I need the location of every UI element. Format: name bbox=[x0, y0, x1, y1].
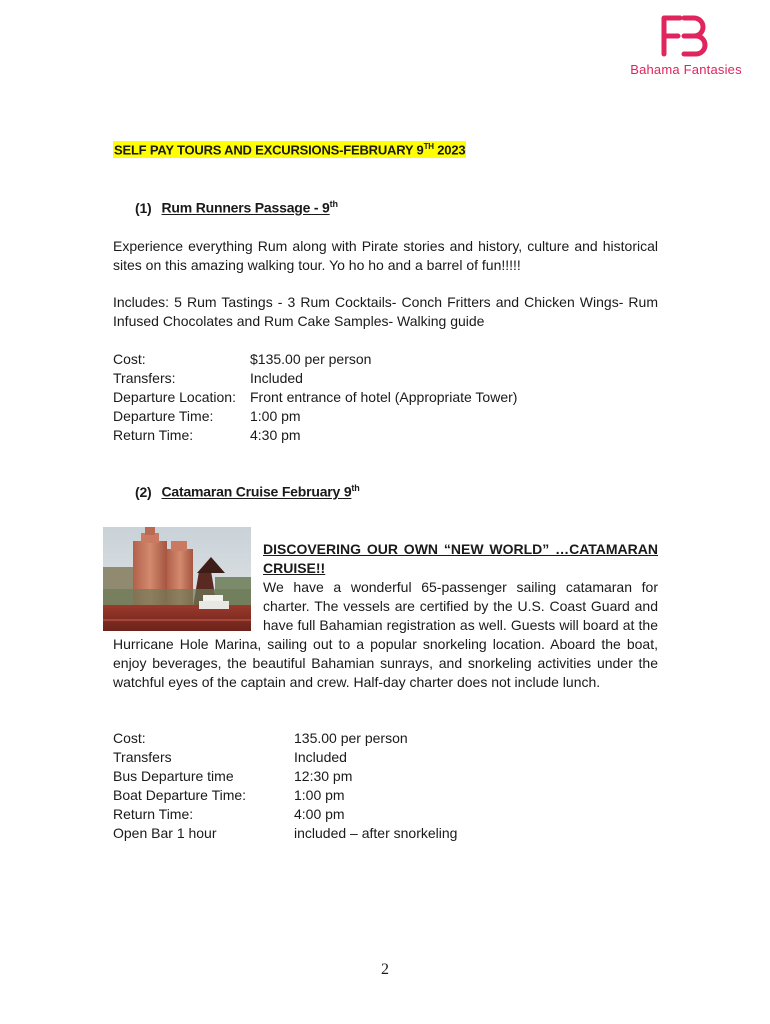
tour2-number: (2) bbox=[135, 483, 152, 500]
detail-row bbox=[113, 786, 457, 805]
brand-logo bbox=[628, 14, 744, 80]
bahama-fantasies-logo-mark bbox=[660, 14, 708, 58]
tour1-description: Experience everything Rum along with Pirate stories and history, culture and historical sites on this amazing walking tour. Yo ho ho and a barrel of fun!!!!! bbox=[113, 238, 658, 273]
detail-label: Transfers: bbox=[113, 370, 176, 386]
detail-value: 1:00 pm bbox=[294, 787, 345, 803]
catamaran-heading: DISCOVERING OUR OWN “NEW WORLD” …CATAMARAN CRUISE!! bbox=[263, 541, 658, 576]
detail-row bbox=[113, 767, 457, 786]
detail-label: Cost: bbox=[113, 730, 146, 746]
detail-label: Open Bar 1 hour bbox=[113, 825, 217, 841]
detail-label: Boat Departure Time: bbox=[113, 787, 247, 803]
detail-label: Transfers bbox=[113, 749, 172, 765]
document-title bbox=[113, 141, 466, 158]
detail-row bbox=[113, 388, 517, 407]
catamaran-description: We have a wonderful 65-passenger sailing catamaran for charter. The vessels are certified by the U.S. Coast Guard and have full Bahamian registration as well. Guests will board at the Hurricane Hole Marina, sailing out to a popular snorkeling location. Aboard the boat, enjoy beverages, the beautiful Bahamian sunrays, and snorkeling activities under the watchful eyes of the captain and crew. Half-day charter does not include lunch. bbox=[113, 579, 658, 690]
detail-value: 12:30 pm bbox=[294, 768, 353, 784]
tour1-details bbox=[113, 350, 517, 445]
detail-row bbox=[113, 350, 517, 369]
brand-name: Bahama Fantasies bbox=[630, 62, 742, 77]
title-year: 2023 bbox=[433, 142, 466, 158]
tour2-details bbox=[113, 729, 457, 843]
tour1-number: (1) bbox=[135, 199, 152, 216]
catamaran-section bbox=[113, 540, 658, 692]
detail-value: 4:00 pm bbox=[294, 806, 345, 822]
detail-value: 1:00 pm bbox=[250, 408, 301, 424]
tour2-name: Catamaran Cruise February 9 bbox=[161, 483, 352, 500]
detail-row bbox=[113, 369, 517, 388]
detail-label: Cost: bbox=[113, 351, 146, 367]
detail-label: Return Time: bbox=[113, 806, 194, 822]
title-sup: TH bbox=[423, 142, 434, 151]
detail-row bbox=[113, 824, 457, 843]
detail-label: Departure Location: bbox=[113, 389, 236, 405]
tour2-sup: th bbox=[351, 483, 360, 493]
detail-value: Included bbox=[294, 749, 347, 765]
detail-row bbox=[113, 729, 457, 748]
detail-row bbox=[113, 407, 517, 426]
tour1-includes: Includes: 5 Rum Tastings - 3 Rum Cocktails- Conch Fritters and Chicken Wings- Rum Infused Chocolates and Rum Cake Samples- Walking guide bbox=[113, 294, 658, 329]
detail-value: Front entrance of hotel (Appropriate Tower) bbox=[250, 389, 518, 405]
tour1-name: Rum Runners Passage - 9 bbox=[161, 199, 330, 216]
detail-value: included – after snorkeling bbox=[294, 825, 458, 841]
detail-row bbox=[113, 748, 457, 767]
detail-value: 135.00 per person bbox=[294, 730, 408, 746]
tour1-sup: th bbox=[329, 199, 338, 209]
detail-value: $135.00 per person bbox=[250, 351, 372, 367]
photo-spacer bbox=[113, 540, 263, 635]
title-main: SELF PAY TOURS AND EXCURSIONS-FEBRUARY 9 bbox=[114, 142, 424, 158]
detail-row bbox=[113, 805, 457, 824]
detail-value: 4:30 pm bbox=[250, 427, 301, 443]
tour1-heading bbox=[135, 199, 338, 216]
detail-label: Bus Departure time bbox=[113, 768, 234, 784]
page-number: 2 bbox=[381, 961, 389, 978]
detail-value: Included bbox=[250, 370, 303, 386]
detail-row bbox=[113, 426, 517, 445]
tour2-heading bbox=[135, 483, 360, 500]
detail-label: Return Time: bbox=[113, 427, 194, 443]
detail-label: Departure Time: bbox=[113, 408, 214, 424]
